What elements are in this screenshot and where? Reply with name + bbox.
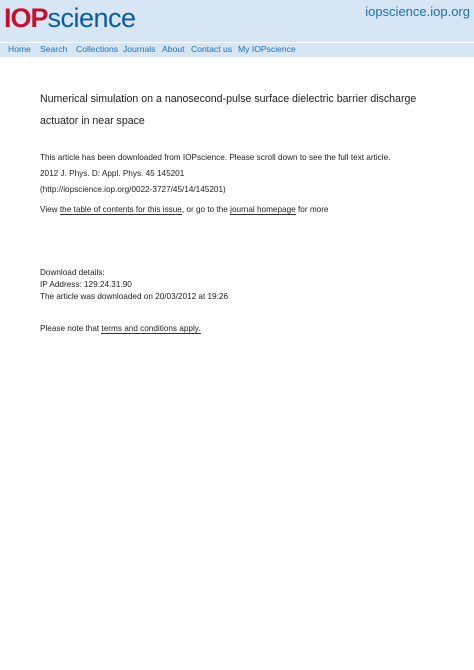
view-middle: , or go to the	[181, 205, 228, 214]
article-citation: 2012 J. Phys. D: Appl. Phys. 45 145201	[40, 169, 185, 178]
logo-science-text: science	[47, 3, 136, 33]
iopscience-logo[interactable]	[4, 3, 136, 33]
site-url-link[interactable]: iopscience.iop.org	[365, 4, 470, 19]
ip-address: IP Address: 129.24.31.90	[40, 280, 132, 289]
terms-prefix: Please note that	[40, 324, 100, 333]
article-title: Numerical simulation on a nanosecond-pulse surface dielectric barrier discharge actuator in near space	[40, 93, 417, 127]
terms-link[interactable]: terms and conditions apply.	[101, 324, 201, 333]
terms-line	[40, 324, 201, 333]
nav-contact-us[interactable]: Contact us	[191, 44, 233, 54]
nav-journals[interactable]: Journals	[123, 44, 156, 54]
logo-iop-text: IOP	[4, 3, 48, 33]
downloaded-on: The article was downloaded on 20/03/2012 at 19:26	[40, 292, 228, 301]
view-prefix: View	[40, 205, 58, 214]
view-links-line	[40, 205, 328, 214]
view-suffix: for more	[297, 205, 329, 214]
nav-home[interactable]: Home	[8, 44, 31, 54]
toc-link[interactable]: the table of contents for this issue	[59, 205, 182, 214]
download-details-heading: Download details:	[40, 268, 105, 277]
nav-bar	[0, 42, 474, 57]
nav-collections[interactable]: Collections	[76, 44, 119, 54]
article-doi-url[interactable]: (http://iopscience.iop.org/0022-3727/45/14/145201)	[40, 185, 226, 194]
nav-about[interactable]: About	[162, 44, 185, 54]
nav-my-iopscience[interactable]: My IOPscience	[238, 44, 296, 54]
site-header	[0, 0, 474, 42]
journal-homepage-link[interactable]: journal homepage	[230, 205, 296, 214]
download-notice: This article has been downloaded from IOPscience. Please scroll down to see the full text article.	[40, 153, 391, 162]
nav-search[interactable]: Search	[40, 44, 68, 54]
